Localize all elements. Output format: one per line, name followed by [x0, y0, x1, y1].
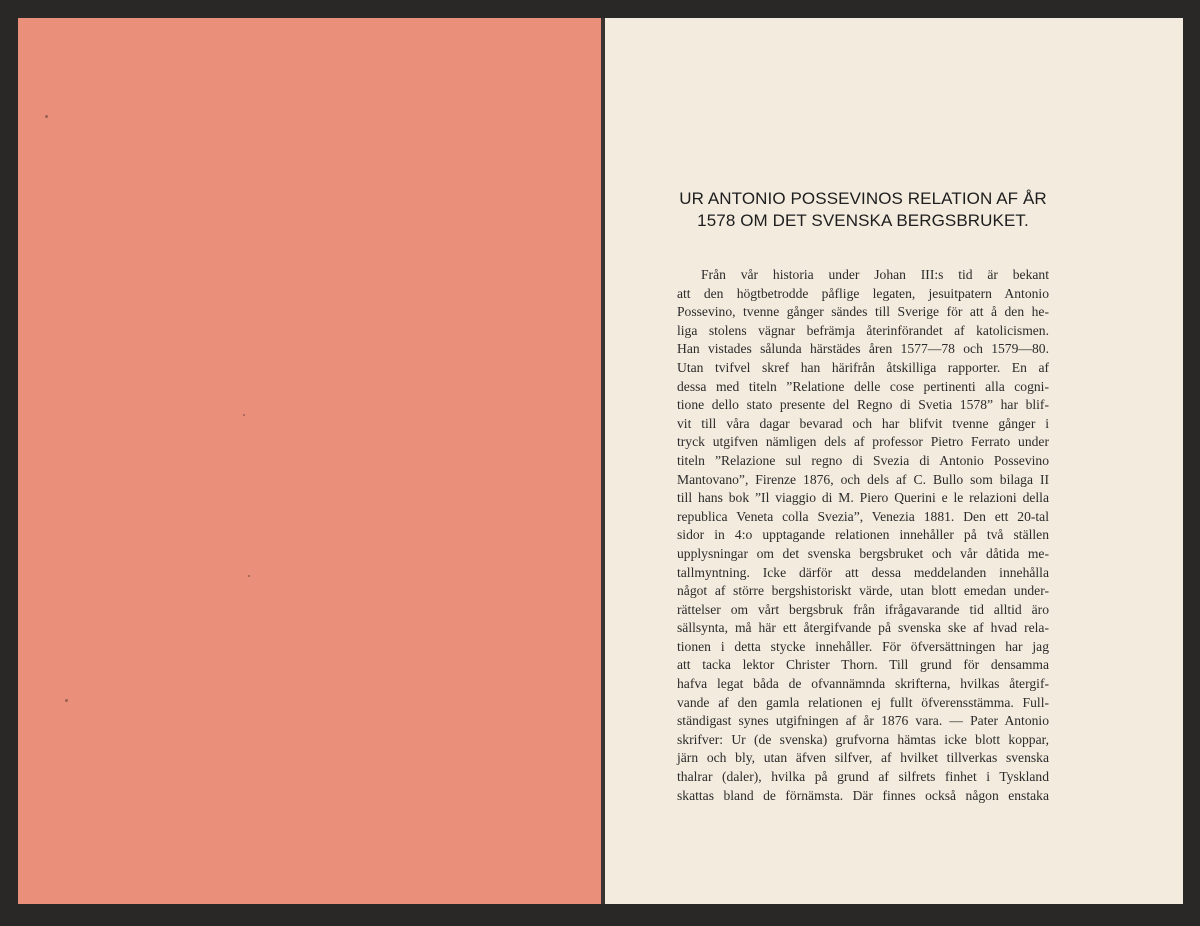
body-line: något af större bergshistoriskt värde, utan blott emedan under-: [677, 583, 1049, 599]
body-line: Utan tvifvel skref han härifrån åtskilliga rapporter. En af: [677, 359, 1049, 375]
body-line: ständigast synes utgifningen af år 1876 vara. — Pater Antonio: [677, 713, 1049, 729]
body-line: tionen i detta stycke innehåller. För öfversättningen har jag: [677, 638, 1049, 654]
paper-speck: [65, 699, 68, 702]
body-line: upplysningar om det svenska bergsbruket och vår dåtida me-: [677, 545, 1049, 561]
body-line: titeln ”Relazione sul regno di Svezia di Antonio Possevino: [677, 452, 1049, 468]
body-line: att tacka lektor Christer Thorn. Till grund för densamma: [677, 657, 1049, 673]
body-line: sällsynta, må här ett återgifvande på svenska ske af hvad rela-: [677, 620, 1049, 636]
body-line: thalrar (daler), hvilka på grund af silfrets finhet i Tyskland: [677, 769, 1049, 785]
article-title: [677, 188, 1049, 232]
paper-speck: [45, 115, 48, 118]
body-line: Han vistades sålunda härstädes åren 1577—78 och 1579—80.: [677, 341, 1049, 357]
body-line: sidor in 4:o upptagande relationen innehåller på två ställen: [677, 527, 1049, 543]
left-page-endpaper: [18, 18, 601, 904]
title-line: 1578 OM DET SVENSKA BERGSBRUKET.: [697, 211, 1029, 230]
body-line: till hans bok ”Il viaggio di M. Piero Querini e le relazioni della: [677, 490, 1049, 506]
body-line: tione dello stato presente del Regno di Svetia 1578” har blif-: [677, 397, 1049, 413]
body-line: republica Veneta colla Svezia”, Venezia 1881. Den ett 20-tal: [677, 508, 1049, 524]
body-line: skattas bland de förnämsta. Där finnes också någon enstaka: [677, 787, 1049, 803]
body-line: dessa med titeln ”Relatione delle cose pertinenti alla cogni-: [677, 378, 1049, 394]
right-page: [605, 18, 1183, 904]
body-line: tryck utgifven nämligen dels af professor Pietro Ferrato under: [677, 434, 1049, 450]
paper-speck: [248, 575, 250, 577]
title-line: UR ANTONIO POSSEVINOS RELATION AF ÅR: [679, 189, 1047, 208]
body-line: skrifver: Ur (de svenska) grufvorna hämtas icke blott koppar,: [677, 731, 1049, 747]
paper-speck: [243, 414, 245, 416]
article-body: [677, 266, 1049, 805]
body-line: Possevino, tvenne gånger sändes till Sverige för att å den he-: [677, 304, 1049, 320]
body-line: rättelser om vårt bergsbruk från ifrågavarande tid alltid äro: [677, 601, 1049, 617]
body-line: hafva legat båda de ofvannämnda skrifterna, hvilkas återgif-: [677, 676, 1049, 692]
body-line: tallmyntning. Icke därför att dessa meddelanden innehålla: [677, 564, 1049, 580]
body-line: Mantovano”, Firenze 1876, och dels af C. Bullo som bilaga II: [677, 471, 1049, 487]
body-line: vit till våra dagar bevarad och har blifvit tvenne gånger i: [677, 415, 1049, 431]
body-line: liga stolens vägnar befrämja återinförandet af katolicismen.: [677, 322, 1049, 338]
body-line: att den högtbetrodde påflige legaten, jesuitpatern Antonio: [677, 285, 1049, 301]
body-line: vande af den gamla relationen ej fullt öfverensstämma. Full-: [677, 694, 1049, 710]
body-line: järn och bly, utan äfven silfver, af hvilket tillverkas svenska: [677, 750, 1049, 766]
body-line: Från vår historia under Johan III:s tid är bekant: [701, 267, 1049, 282]
